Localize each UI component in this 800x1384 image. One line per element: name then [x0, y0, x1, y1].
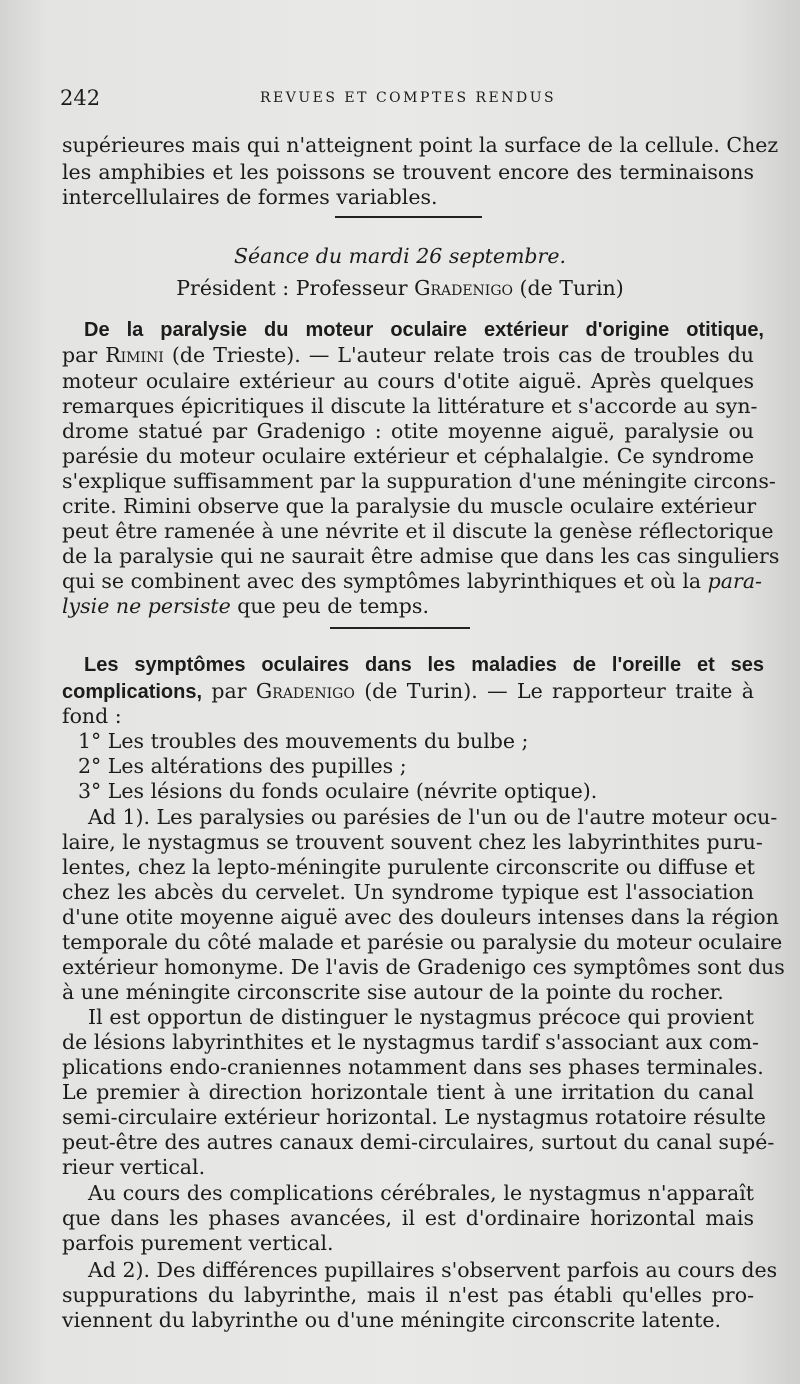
president-name: Gradenigo [414, 276, 513, 300]
article2-fond: fond : [62, 704, 122, 728]
para1-line: temporale du côté malade et parésie ou paralysie du moteur oculaire [62, 930, 783, 954]
article1-line: drome statué par Gradenigo : otite moyenne aiguë, paralysie ou [62, 419, 754, 443]
byline-par: par [211, 679, 247, 703]
para1-line: Ad 1). Les paralysies ou parésies de l'un ou de l'autre moteur ocu- [88, 805, 778, 829]
article1-last-text: que peu de temps. [237, 594, 429, 618]
article1-line-text: qui se combinent avec des symptômes labyrinthiques et où la [62, 569, 702, 593]
seance-title: Séance du mardi 26 septembre. [234, 244, 566, 268]
intro-line: supérieures mais qui n'atteignent point la surface de la cellule. Chez [62, 133, 779, 157]
intro-line: les amphibies et les poissons se trouvent encore des terminaisons [62, 160, 754, 184]
para2-line: semi-circulaire extérieur horizontal. Le nystagmus rotatoire résulte [62, 1105, 766, 1129]
article2-title-line2 [62, 679, 754, 704]
para1-line: à une méningite circonscrite sise autour de la pointe du rocher. [62, 980, 724, 1004]
article1-title: De la paralysie du moteur oculaire extérieur d'origine otitique, [84, 319, 764, 341]
section-divider [330, 627, 470, 629]
article1-line: de la paralysie qui ne saurait être admise que dans les cas singuliers [62, 544, 780, 568]
article2-title: Les symptômes oculaires dans les maladies de l'oreille et ses [84, 654, 764, 676]
seance-president [0, 276, 800, 300]
para1-line: extérieur homonyme. De l'avis de Gradenigo ces symptômes sont dus [62, 955, 785, 979]
para4-line: Ad 2). Des différences pupillaires s'observent parfois au cours des [88, 1258, 778, 1282]
article1-author: Rimini [105, 343, 164, 367]
intro-line: intercellulaires de formes variables. [62, 185, 438, 209]
president-suffix: (de Turin) [519, 276, 624, 300]
para1-line: lentes, chez la lepto-méningite purulente circonscrite ou diffuse et [62, 855, 755, 879]
para2-line: rieur vertical. [62, 1155, 206, 1179]
article1-line: parésie du moteur oculaire extérieur et céphalalgie. Ce syndrome [62, 444, 754, 468]
article1-line: crite. Rimini observe que la paralysie du muscle oculaire extérieur [62, 494, 757, 518]
para3-line: parfois purement vertical. [62, 1231, 334, 1255]
page-number: 242 [60, 86, 101, 110]
para2-line: de lésions labyrinthites et le nystagmus tardif s'associant aux com- [62, 1030, 759, 1054]
article1-line: remarques épicritiques il discute la littérature et s'accorde au syn- [62, 394, 758, 418]
para3-line: que dans les phases avancées, il est d'ordinaire horizontal mais [62, 1206, 754, 1230]
para3-line: Au cours des complications cérébrales, le nystagmus n'apparaît [88, 1181, 754, 1205]
article2-title-bold: complications, [62, 681, 203, 703]
president-prefix: Président : Professeur [176, 276, 408, 300]
article1-line: s'explique suffisamment par la suppuration d'une méningite circons- [62, 469, 776, 493]
para1-line: chez les abcès du cervelet. Un syndrome typique est l'association [62, 880, 754, 904]
article2-author: Gradenigo [255, 679, 355, 703]
list-item: 3° Les lésions du fonds oculaire (névrite optique). [78, 779, 598, 803]
para2-line: Il est opportun de distinguer le nystagmus précoce qui provient [88, 1005, 754, 1029]
list-item: 2° Les altérations des pupilles ; [78, 754, 407, 778]
para2-line: Le premier à direction horizontale tient à une irritation du canal [62, 1080, 754, 1104]
byline-rest: (de Turin). — Le rapporteur traite à [364, 679, 754, 703]
running-title: REVUES ET COMPTES RENDUS [260, 90, 557, 106]
para1-line: d'une otite moyenne aiguë avec des douleurs intenses dans la région [62, 905, 779, 929]
article1-line [62, 569, 762, 593]
para2-line: peut-être des autres canaux demi-circulaires, surtout du canal supé- [62, 1130, 775, 1154]
byline-rest: (de Trieste). — L'auteur relate trois cas de troubles du [171, 343, 754, 367]
article1-italic: para- [707, 569, 762, 593]
running-header [0, 86, 800, 112]
para1-line: laire, le nystagmus se trouvent souvent chez les labyrinthites puru- [62, 830, 763, 854]
article1-byline [62, 343, 754, 367]
article1-last-line [62, 594, 754, 618]
article1-italic: lysie ne persiste [62, 594, 231, 618]
section-divider [335, 216, 482, 218]
para4-line: suppurations du labyrinthe, mais il n'est pas établi qu'elles pro- [62, 1283, 754, 1307]
byline-par: par [62, 343, 98, 367]
para2-line: plications endo-craniennes notamment dans ses phases terminales. [62, 1055, 764, 1079]
article1-line: peut être ramenée à une névrite et il discute la genèse réflectorique [62, 519, 774, 543]
list-item: 1° Les troubles des mouvements du bulbe ; [78, 729, 529, 753]
article1-line: moteur oculaire extérieur au cours d'otite aiguë. Après quelques [62, 369, 754, 393]
para4-line: viennent du labyrinthe ou d'une méningite circonscrite latente. [62, 1308, 722, 1332]
